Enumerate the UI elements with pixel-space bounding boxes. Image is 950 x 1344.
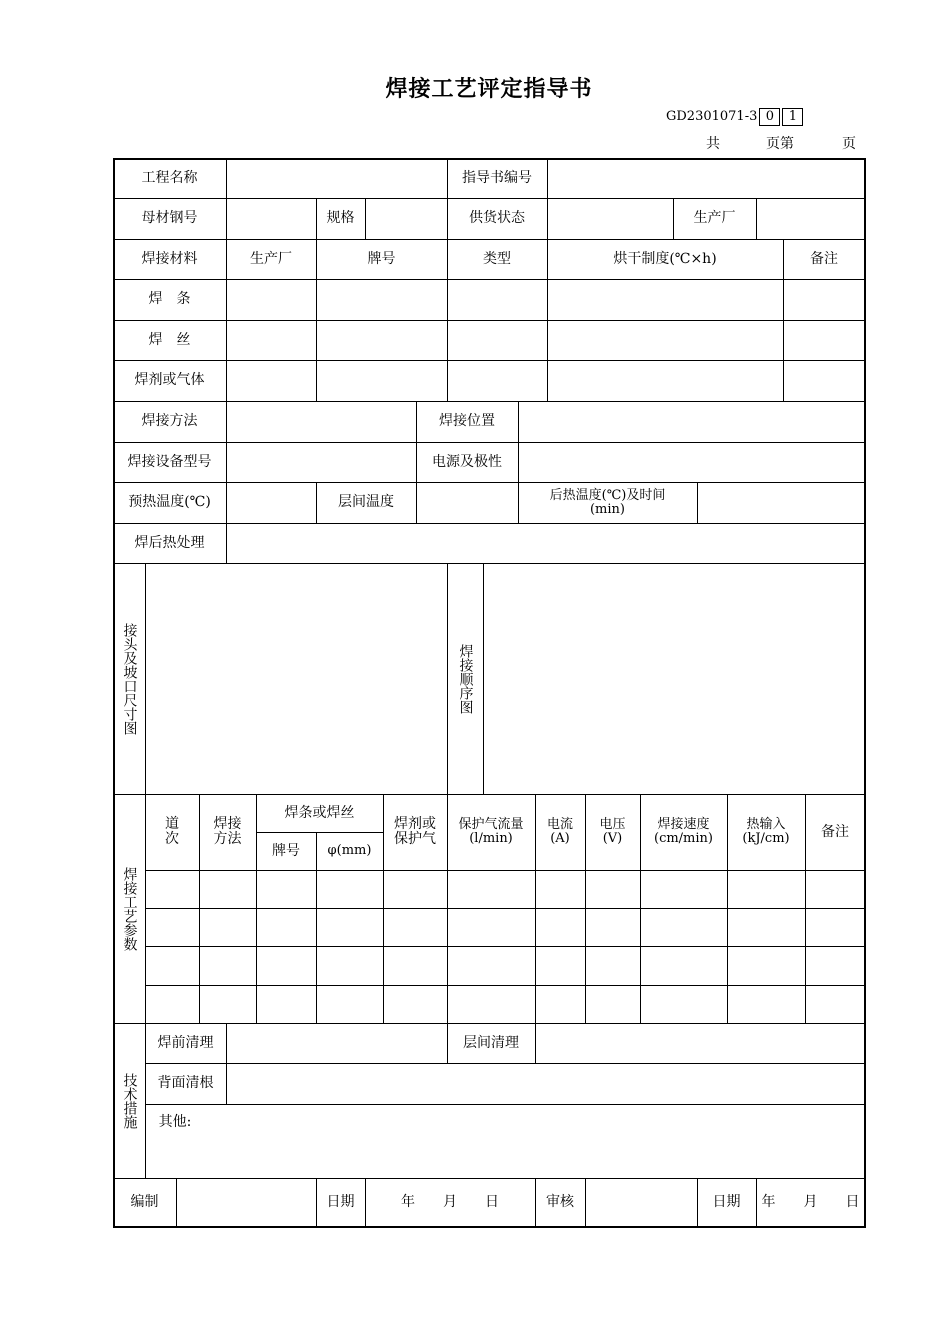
page-label: 页 xyxy=(842,136,856,152)
weld-method-field[interactable] xyxy=(226,401,416,442)
col-gas-flow: 保护气流量 (l/min) xyxy=(458,817,524,846)
postheat-field[interactable] xyxy=(697,482,865,523)
label-equipment-model: 焊接设备型号 xyxy=(127,453,212,470)
col-header-bake: 烘干制度(℃×h) xyxy=(613,250,717,267)
col-header-note: 备注 xyxy=(810,250,838,267)
weld-position-field[interactable] xyxy=(518,401,865,442)
page-total-label: 共 xyxy=(706,136,720,152)
supply-state-field[interactable] xyxy=(547,198,673,239)
label-preheat-temp: 预热温度(℃) xyxy=(128,494,211,510)
label-date-2: 日期 xyxy=(712,1193,741,1210)
label-power-polarity: 电源及极性 xyxy=(432,453,502,470)
label-pre-clean: 焊前清理 xyxy=(157,1034,214,1051)
label-back-gouge: 背面清根 xyxy=(157,1075,214,1091)
preheat-temp-field[interactable] xyxy=(226,482,316,523)
hline xyxy=(145,946,865,947)
col-diameter: φ(mm) xyxy=(327,843,372,858)
hline xyxy=(145,908,865,909)
col-brand: 牌号 xyxy=(272,842,300,859)
prepared-field[interactable] xyxy=(176,1178,316,1226)
spec-field[interactable] xyxy=(365,198,447,239)
power-polarity-field[interactable] xyxy=(518,442,865,482)
equipment-model-field[interactable] xyxy=(226,442,416,482)
label-weld-sequence: 焊接顺序图 xyxy=(457,643,474,714)
page-of-label: 页第 xyxy=(766,136,794,152)
other-field[interactable] xyxy=(205,1104,865,1178)
col-params-note: 备注 xyxy=(821,823,849,840)
manufacturer-field[interactable] xyxy=(756,198,865,239)
col-pass: 道 次 xyxy=(165,816,179,847)
label-interpass-temp: 层间温度 xyxy=(338,494,394,510)
col-speed: 焊接速度 (cm/min) xyxy=(654,817,713,846)
hline xyxy=(145,985,865,986)
label-postheat-temp: 后热温度(℃)及时间 xyxy=(549,487,666,503)
label-weld-position: 焊接位置 xyxy=(439,413,495,429)
label-date-1: 日期 xyxy=(326,1193,355,1210)
weld-sequence-drawing-area[interactable] xyxy=(483,563,865,794)
label-tech-measures: 技术措施 xyxy=(121,1072,138,1129)
back-gouge-field[interactable] xyxy=(226,1063,865,1104)
review-field[interactable] xyxy=(585,1178,697,1226)
label-prepared: 编制 xyxy=(130,1193,159,1210)
col-electrode-wire: 焊条或焊丝 xyxy=(284,804,355,821)
label-guide-no: 指导书编号 xyxy=(462,169,532,186)
label-manufacturer: 生产厂 xyxy=(693,210,736,226)
col-header-brand: 牌号 xyxy=(367,250,396,267)
col-heat-input: 热输入 (kJ/cm) xyxy=(742,817,790,846)
base-steel-field[interactable] xyxy=(226,198,316,239)
label-base-steel: 母材钢号 xyxy=(141,210,198,226)
label-interpass-clean: 层间清理 xyxy=(463,1034,519,1051)
col-header-manufacturer: 生产厂 xyxy=(250,250,292,267)
label-supply-state: 供货状态 xyxy=(469,210,525,226)
pwht-field[interactable] xyxy=(226,523,865,563)
label-weld-params: 焊接工艺参数 xyxy=(121,866,138,951)
interpass-clean-field[interactable] xyxy=(535,1023,865,1063)
document-code xyxy=(666,108,803,126)
label-weld-material: 焊接材料 xyxy=(141,250,198,267)
col-voltage: 电压 (V) xyxy=(599,817,626,846)
label-electrode: 焊 条 xyxy=(148,291,191,307)
date-1-field[interactable]: 年 月 日 xyxy=(401,1193,499,1210)
col-flux-shield: 焊剂或 保护气 xyxy=(394,816,436,847)
doc-code-text: GD2301071-3 xyxy=(666,109,758,124)
label-postheat xyxy=(518,482,697,523)
col-current: 电流 (A) xyxy=(546,817,573,846)
page-title: 焊接工艺评定指导书 xyxy=(385,77,593,102)
label-postheat-unit: (min) xyxy=(589,501,625,517)
pre-clean-field[interactable] xyxy=(226,1023,447,1063)
label-review: 审核 xyxy=(546,1193,574,1210)
code-box-2: 1 xyxy=(782,108,803,126)
label-flux-gas: 焊剂或气体 xyxy=(134,372,205,388)
label-pwht: 焊后热处理 xyxy=(134,534,205,551)
procedure-form-table xyxy=(113,158,865,1227)
col-method: 焊接 方法 xyxy=(213,816,242,847)
date-2-field[interactable]: 年 月 日 xyxy=(761,1193,860,1210)
label-other: 其他: xyxy=(158,1113,192,1130)
joint-groove-drawing-area[interactable] xyxy=(145,563,447,794)
label-weld-method: 焊接方法 xyxy=(141,413,198,429)
label-joint-groove: 接头及坡口尺寸图 xyxy=(121,622,138,735)
col-header-type: 类型 xyxy=(483,250,511,267)
label-project-name: 工程名称 xyxy=(141,169,198,186)
project-name-field[interactable] xyxy=(226,158,447,198)
code-box-1: 0 xyxy=(759,108,780,126)
guide-no-field[interactable] xyxy=(547,158,865,198)
label-spec: 规格 xyxy=(326,210,355,226)
hline xyxy=(145,870,865,871)
interpass-temp-field[interactable] xyxy=(416,482,518,523)
border-bottom xyxy=(113,1226,866,1228)
label-wire: 焊 丝 xyxy=(148,331,191,348)
